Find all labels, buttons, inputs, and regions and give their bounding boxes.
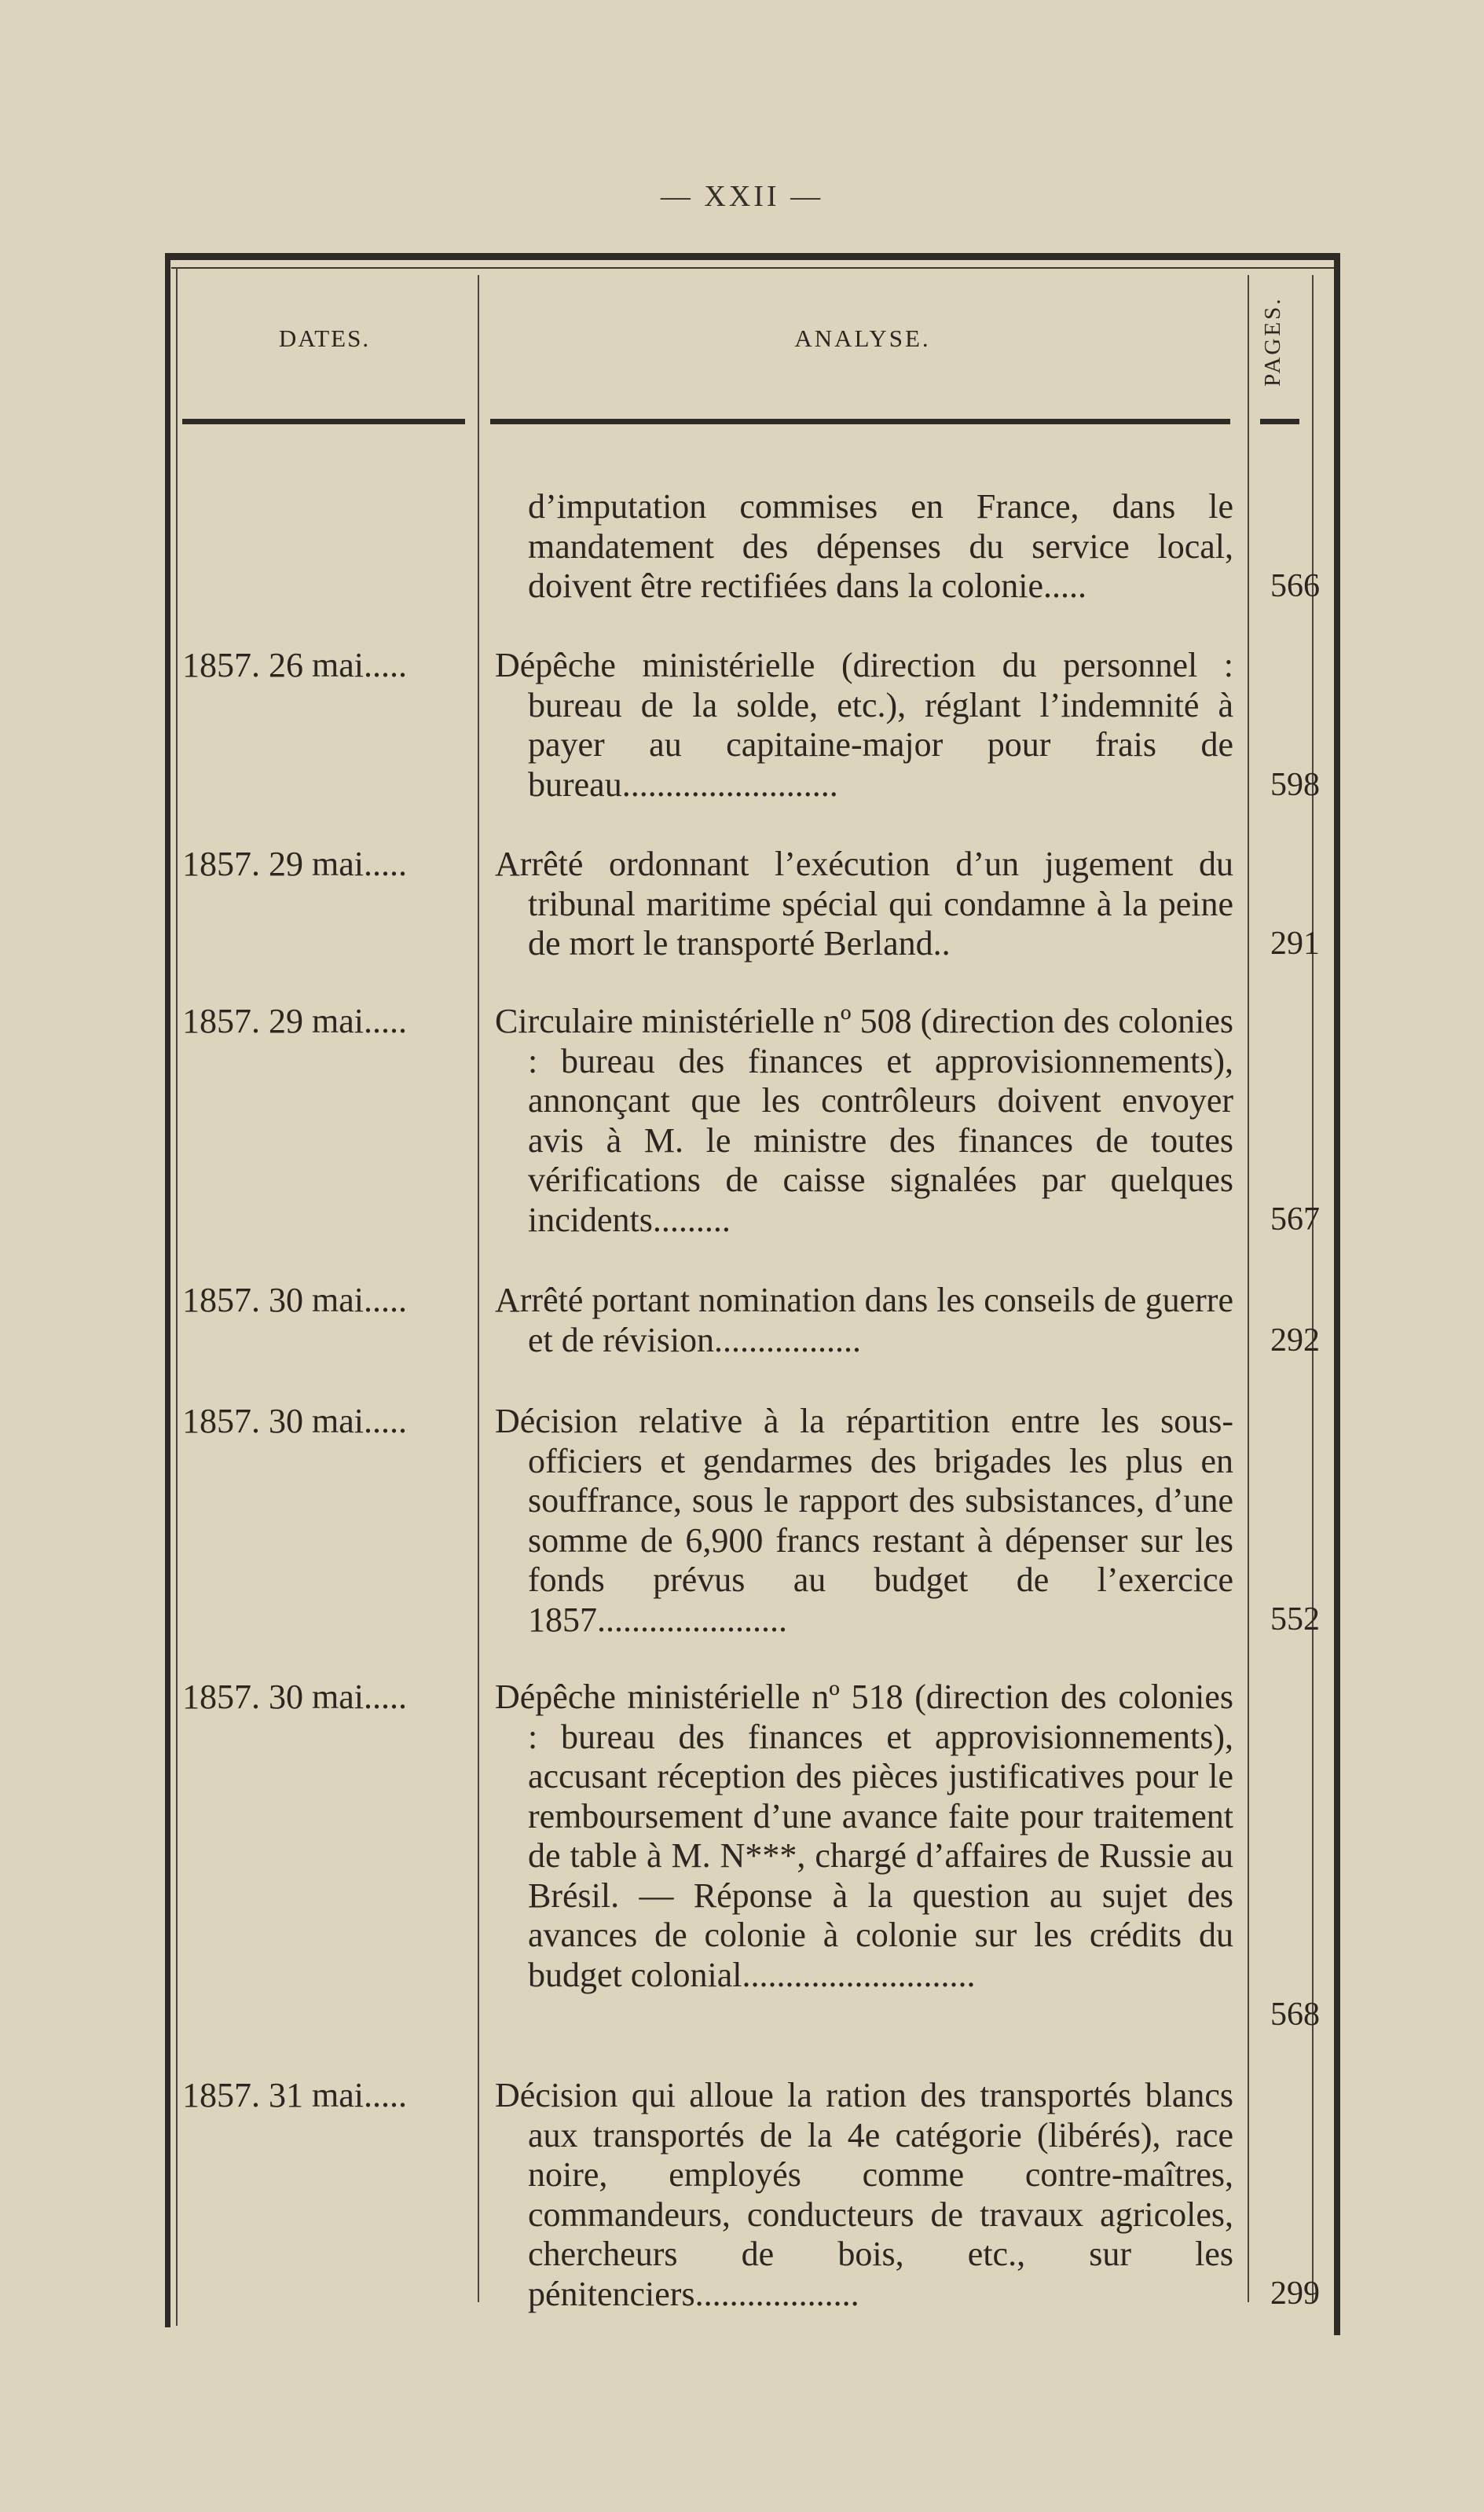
entry-date: 1857. 30 mai..... (182, 1402, 407, 1440)
entry-analysis: Décision relative à la répartition entre les sous-officiers et gendarmes des brigades les plus en souffrance, sous le rapport des subsistances, d’une somme de 6,900 francs restant à dépenser sur les fonds prévus au budget de l’exercice 1857...................... (495, 1402, 1233, 1639)
entry-analysis: Arrêté ordonnant l’exécution d’un jugement du tribunal maritime spécial qui condamne à la peine de mort le transporté Berland.. (495, 845, 1233, 963)
header-underline-dates (182, 419, 465, 424)
entry-page: 568 (1270, 1997, 1320, 2033)
column-divider-analyse (1248, 275, 1249, 2302)
entry-date: 1857. 29 mai..... (182, 1002, 407, 1040)
entry-date: 1857. 29 mai..... (182, 845, 407, 883)
entry-date: 1857. 31 mai..... (182, 2076, 407, 2114)
entry-date: 1857. 30 mai..... (182, 1281, 407, 1319)
entry-analysis: d’imputation commises en France, dans le mandatement des dépenses du service local, doivent être rectifiées dans la colonie..... (528, 487, 1233, 605)
entry-analysis: Circulaire ministérielle nº 508 (direction des colonies : bureau des finances et approvisionnements), annonçant que les contrôleurs doivent envoyer avis à M. le ministre des finances de toutes vérifications de caisse signalées par quelques incidents......... (495, 1002, 1233, 1239)
entry-page: 566 (1270, 568, 1320, 604)
frame-left-rule (165, 253, 170, 2327)
header-underline-pages (1260, 419, 1299, 424)
entry-page: 299 (1270, 2275, 1320, 2312)
entry-date: 1857. 30 mai..... (182, 1678, 407, 1716)
entry-page: 552 (1270, 1601, 1320, 1637)
column-header-dates: DATES. (278, 325, 371, 352)
header-underline-analyse (490, 419, 1230, 424)
entry-date: 1857. 26 mai..... (182, 646, 407, 684)
frame-right-rule (1334, 253, 1340, 2335)
entry-analysis: Dépêche ministérielle nº 518 (direction des colonies : bureau des finances et approvisionnements), accusant réception des pièces justificatives pour le remboursement d’une avance faite pour traitement de table à M. N***, chargé d’affaires de Russie au Brésil. — Réponse à la question au sujet des avances de colonie à colonie sur les crédits du budget colonial........................... (495, 1678, 1233, 1994)
entry-analysis: Décision qui alloue la ration des transportés blancs aux transportés de la 4e catégorie (libérés), race noire, employés comme contre-maîtres, commandeurs, conducteurs de travaux agricoles, chercheurs de bois, etc., sur les pénitenciers................... (495, 2076, 1233, 2313)
column-divider-dates (478, 275, 479, 2302)
entry-page: 292 (1270, 1322, 1320, 1359)
frame-top-thin-rule (171, 267, 1336, 269)
column-header-analyse: ANALYSE. (794, 325, 931, 352)
entry-page: 567 (1270, 1201, 1320, 1238)
frame-left-thin-rule (176, 267, 178, 2326)
frame-top-rule (165, 253, 1340, 260)
entry-page: 291 (1270, 926, 1320, 962)
column-header-pages: PAGES. (1260, 296, 1285, 387)
entry-analysis: Dépêche ministérielle (direction du personnel : bureau de la solde, etc.), réglant l’indemnité à payer au capitaine-major pour frais de bureau......................... (495, 646, 1233, 804)
page-number: — XXII — (660, 180, 824, 213)
entry-analysis: Arrêté portant nomination dans les conseils de guerre et de révision................. (495, 1281, 1233, 1359)
entry-page: 598 (1270, 767, 1320, 803)
